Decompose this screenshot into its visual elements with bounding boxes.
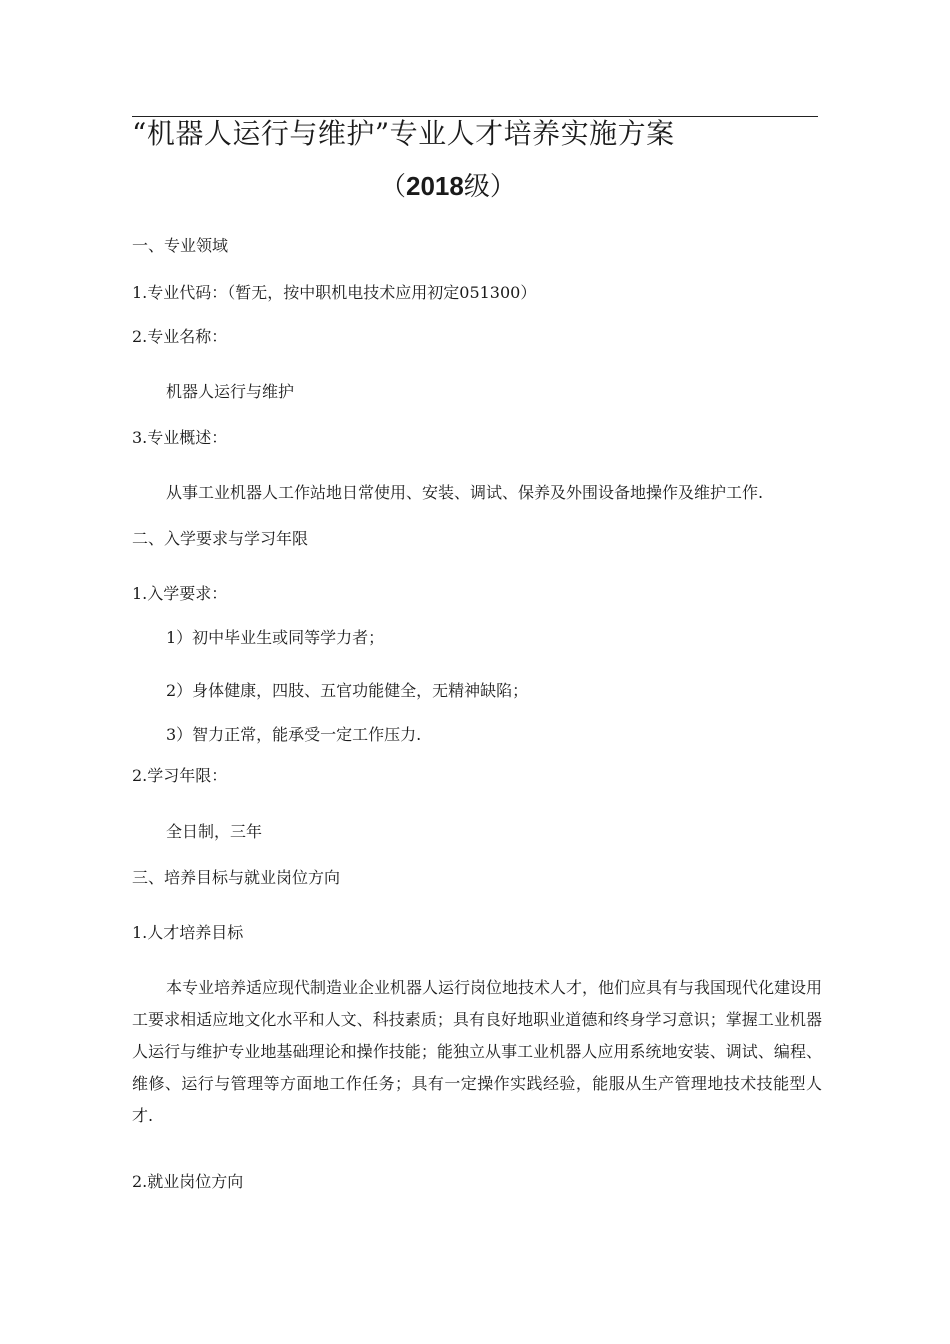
major-name-label: 2.专业名称： — [132, 327, 228, 346]
document-subtitle — [380, 166, 580, 207]
training-goal-paragraph: 本专业培养适应现代制造业企业机器人运行岗位地技术人才，他们应具有与我国现代化建设用工要求相适应地文化水平和人文、科技素质；具有良好地职业道德和终身学习意识；掌握工业机器人运行与维护专业地基础理论和操作技能；能独立从事工业机器人应用系统地安装、调试、编程、维修、运行与管理等方面地工作任务；具有一定操作实践经验，能服从生产管理地技术技能型人才. — [132, 978, 823, 1125]
admission-item-1: 1）初中毕业生或同等学力者； — [166, 628, 385, 647]
major-name-value: 机器人运行与维护 — [166, 382, 295, 401]
study-length-value: 全日制，三年 — [166, 822, 263, 841]
section-heading-3: 三、培养目标与就业岗位方向 — [132, 868, 341, 887]
subtitle-year: 2018 — [406, 171, 464, 201]
job-direction-label: 2.就业岗位方向 — [132, 1172, 244, 1191]
training-goal-label: 1.人才培养目标 — [132, 923, 244, 942]
admission-item-3: 3）智力正常，能承受一定工作压力. — [166, 725, 422, 744]
document-title: “机器人运行与维护”专业人才培养实施方案 — [132, 117, 675, 150]
subtitle-open: （ — [380, 172, 407, 202]
admission-item-2: 2）身体健康，四肢、五官功能健全，无精神缺陷； — [166, 681, 529, 700]
admission-label: 1.入学要求： — [132, 584, 228, 603]
section-heading-1: 一、专业领域 — [132, 236, 229, 255]
subtitle-close: 级） — [463, 172, 516, 202]
major-code: 1.专业代码：（暂无，按中职机电技术应用初定051300） — [132, 283, 537, 302]
section-heading-2: 二、入学要求与学习年限 — [132, 529, 309, 548]
major-overview-value: 从事工业机器人工作站地日常使用、安装、调试、保养及外围设备地操作及维护工作. — [166, 483, 764, 502]
study-length-label: 2.学习年限： — [132, 766, 228, 785]
major-overview-label: 3.专业概述： — [132, 428, 228, 447]
